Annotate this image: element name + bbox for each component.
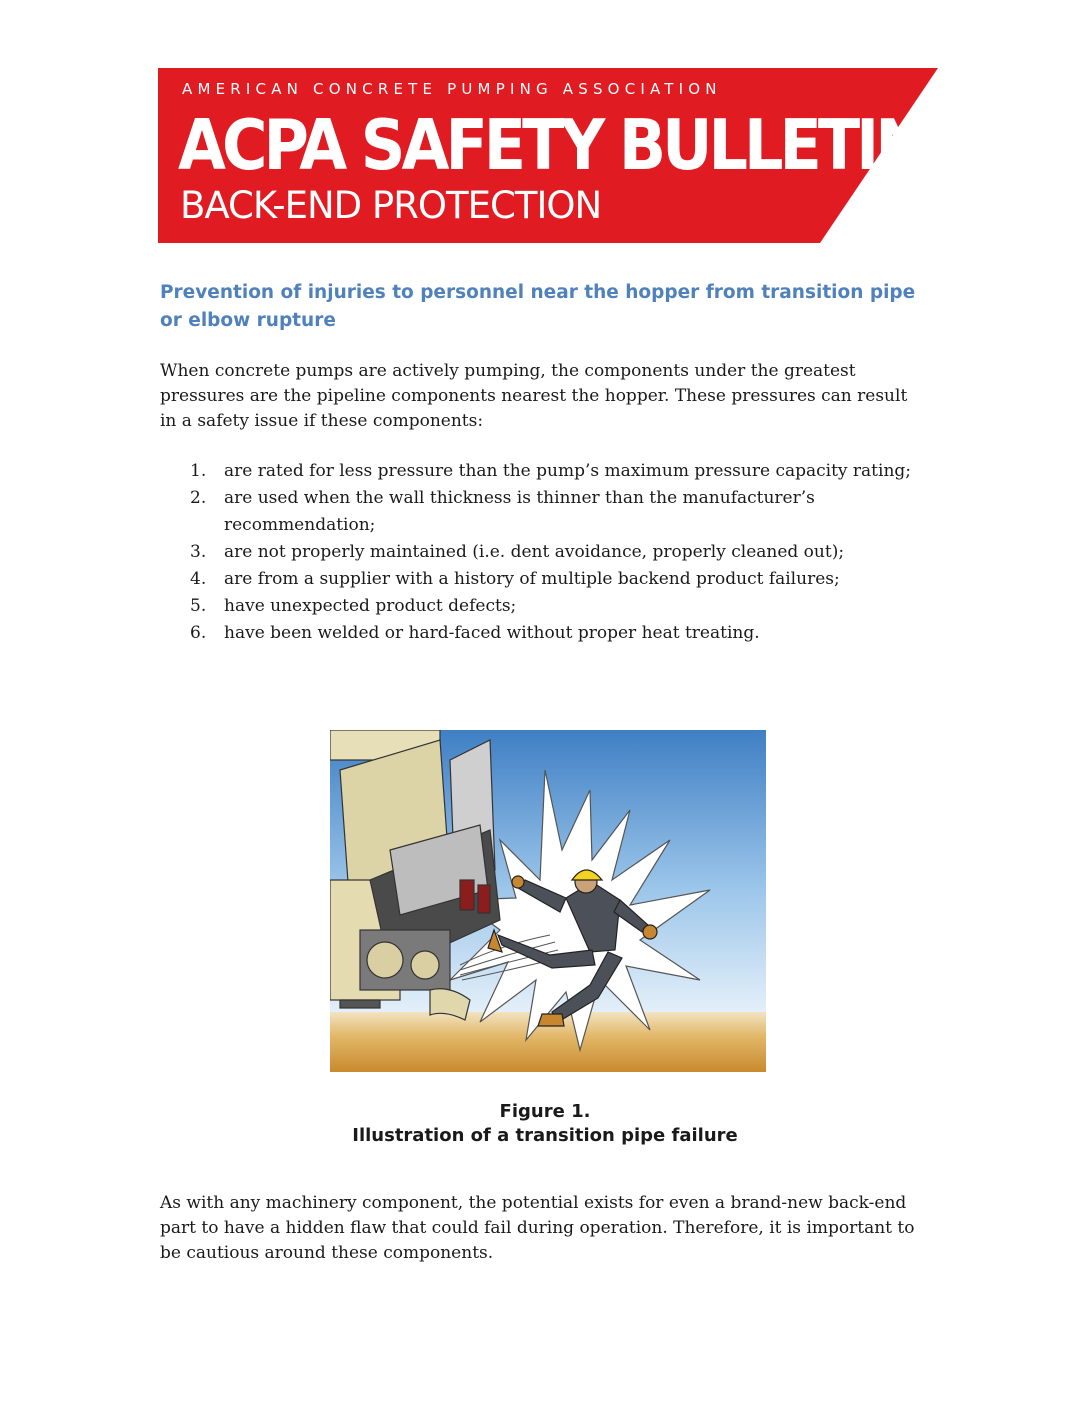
transition-pipe-failure-illustration bbox=[330, 730, 766, 1072]
list-number: 2. bbox=[190, 488, 207, 508]
list-text: have unexpected product defects; bbox=[224, 596, 517, 616]
list-text: have been welded or hard-faced without proper heat treating. bbox=[224, 623, 760, 643]
intro-paragraph: When concrete pumps are actively pumping, the components under the greatest pressures are the pipeline components nearest the hopper. These pressures can result in a safety issue if these components: bbox=[160, 361, 908, 431]
list-text: are used when the wall thickness is thinner than the manufacturer’s recommendation; bbox=[224, 488, 815, 535]
list-number: 3. bbox=[190, 542, 207, 562]
list-item bbox=[160, 539, 920, 566]
list-item bbox=[160, 485, 920, 539]
risk-factor-list bbox=[160, 458, 920, 647]
organization-name: AMERICAN CONCRETE PUMPING ASSOCIATION bbox=[182, 80, 722, 98]
figure-caption-text: Illustration of a transition pipe failure bbox=[352, 1125, 738, 1146]
list-number: 5. bbox=[190, 596, 207, 616]
list-text: are not properly maintained (i.e. dent avoidance, properly cleaned out); bbox=[224, 542, 845, 562]
list-item bbox=[160, 458, 920, 485]
list-item bbox=[160, 593, 920, 620]
bulletin-banner bbox=[158, 68, 938, 243]
list-number: 6. bbox=[190, 623, 207, 643]
figure-caption-number: Figure 1. bbox=[499, 1101, 591, 1122]
list-text: are from a supplier with a history of multiple backend product failures; bbox=[224, 569, 840, 589]
list-item bbox=[160, 620, 920, 647]
closing-paragraph: As with any machinery component, the potential exists for even a brand-new back-end part to have a hidden flaw that could fail during operation. Therefore, it is important to be cautious around these components. bbox=[160, 1193, 915, 1263]
bulletin-subtitle: BACK-END PROTECTION bbox=[180, 184, 602, 227]
list-item bbox=[160, 566, 920, 593]
bulletin-title: ACPA SAFETY BULLETIN bbox=[178, 104, 924, 186]
list-number: 1. bbox=[190, 461, 207, 481]
list-text: are rated for less pressure than the pump’s maximum pressure capacity rating; bbox=[224, 461, 911, 481]
section-heading: Prevention of injuries to personnel near the hopper from transition pipe or elbow rupture bbox=[160, 282, 916, 331]
list-number: 4. bbox=[190, 569, 207, 589]
